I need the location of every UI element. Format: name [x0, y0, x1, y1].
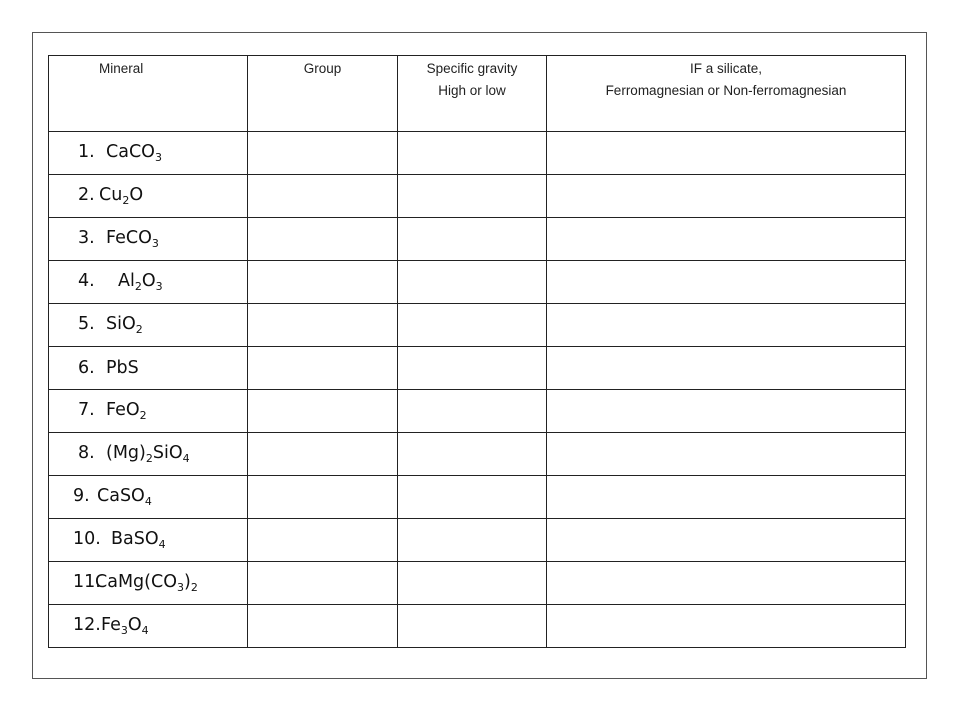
formula-text: FeCO	[106, 228, 152, 248]
specific-gravity-cell	[398, 304, 547, 347]
formula-text: Al	[118, 271, 135, 291]
mineral-number: 8.	[78, 443, 95, 463]
mineral-formula	[99, 185, 143, 207]
specific-gravity-cell	[398, 476, 547, 519]
table-body	[49, 132, 906, 648]
formula-subscript: 3	[151, 237, 159, 250]
mineral-cell	[49, 218, 248, 261]
formula-subscript: 2	[190, 581, 198, 594]
header-specific-gravity	[398, 56, 547, 132]
mineral-formula	[101, 615, 149, 637]
mineral-cell	[49, 433, 248, 476]
group-cell	[248, 605, 398, 648]
mineral-cell	[49, 562, 248, 605]
silicate-cell	[547, 605, 906, 648]
group-cell	[248, 304, 398, 347]
table-row	[49, 605, 906, 648]
formula-subscript: 3	[154, 151, 162, 164]
table-row	[49, 519, 906, 562]
silicate-cell	[547, 175, 906, 218]
header-group	[248, 56, 398, 132]
formula-text: CaSO	[97, 486, 145, 506]
specific-gravity-cell	[398, 562, 547, 605]
mineral-cell	[49, 347, 248, 390]
formula-text: (Mg)	[106, 443, 146, 463]
group-cell	[248, 476, 398, 519]
mineral-cell	[49, 476, 248, 519]
header-specific-gravity-line2: High or low	[438, 83, 506, 98]
specific-gravity-cell	[398, 347, 547, 390]
formula-text: BaSO	[111, 529, 159, 549]
header-row	[49, 56, 906, 132]
silicate-cell	[547, 433, 906, 476]
group-cell	[248, 562, 398, 605]
table-row	[49, 476, 906, 519]
formula-subscript: 2	[135, 323, 143, 336]
formula-subscript: 2	[145, 452, 153, 465]
specific-gravity-cell	[398, 390, 547, 433]
mineral-cell	[49, 132, 248, 175]
mineral-formula	[97, 486, 152, 508]
specific-gravity-cell	[398, 261, 547, 304]
silicate-cell	[547, 304, 906, 347]
mineral-formula	[95, 572, 198, 594]
formula-subscript: 2	[134, 280, 142, 293]
mineral-formula	[106, 358, 139, 378]
specific-gravity-cell	[398, 433, 547, 476]
header-mineral	[49, 56, 248, 132]
table-row	[49, 390, 906, 433]
formula-text: CaMg(CO	[95, 572, 177, 592]
group-cell	[248, 390, 398, 433]
silicate-cell	[547, 261, 906, 304]
formula-text: FeO	[106, 400, 140, 420]
formula-text: O	[141, 271, 156, 291]
group-cell	[248, 175, 398, 218]
mineral-number: 2.	[78, 185, 95, 205]
table-row	[49, 304, 906, 347]
formula-subscript: 2	[122, 194, 130, 207]
silicate-cell	[547, 390, 906, 433]
mineral-formula	[106, 443, 190, 465]
specific-gravity-cell	[398, 175, 547, 218]
group-cell	[248, 433, 398, 476]
mineral-formula	[106, 228, 159, 250]
silicate-cell	[547, 132, 906, 175]
formula-subscript: 3	[120, 624, 128, 637]
table-row	[49, 562, 906, 605]
mineral-number: 3.	[78, 228, 95, 248]
mineral-cell	[49, 261, 248, 304]
formula-subscript: 3	[155, 280, 163, 293]
formula-subscript: 4	[144, 495, 152, 508]
specific-gravity-cell	[398, 519, 547, 562]
formula-text: )	[183, 572, 191, 592]
formula-subscript: 4	[141, 624, 149, 637]
group-cell	[248, 218, 398, 261]
formula-subscript: 4	[182, 452, 190, 465]
table-row	[49, 218, 906, 261]
formula-text: CaCO	[106, 142, 155, 162]
silicate-cell	[547, 218, 906, 261]
mineral-number: 10.	[73, 529, 101, 549]
group-cell	[248, 132, 398, 175]
specific-gravity-cell	[398, 218, 547, 261]
header-silicate-line1: IF a silicate,	[689, 61, 763, 76]
mineral-number: 4.	[78, 271, 95, 291]
formula-text: Cu	[99, 185, 123, 205]
header-specific-gravity-line1: Specific gravity	[426, 61, 518, 76]
mineral-cell	[49, 605, 248, 648]
table-row	[49, 261, 906, 304]
formula-text: SiO	[152, 443, 183, 463]
mineral-formula	[106, 400, 147, 422]
header-group-label: Group	[303, 61, 342, 76]
mineral-cell	[49, 304, 248, 347]
mineral-number: 12.	[73, 615, 101, 635]
table-row	[49, 347, 906, 390]
formula-subscript: 4	[158, 538, 166, 551]
mineral-number: 5.	[78, 314, 95, 334]
mineral-formula	[111, 529, 166, 551]
silicate-cell	[547, 519, 906, 562]
header-silicate-line2: Ferromagnesian or Non-ferromagnesian	[605, 83, 847, 98]
mineral-number: 11.	[73, 572, 101, 592]
group-cell	[248, 519, 398, 562]
mineral-number: 7.	[78, 400, 95, 420]
mineral-formula	[118, 271, 163, 293]
formula-text: PbS	[106, 358, 139, 378]
formula-subscript: 2	[139, 409, 147, 422]
specific-gravity-cell	[398, 605, 547, 648]
table-row	[49, 132, 906, 175]
mineral-number: 9.	[73, 486, 90, 506]
table-row	[49, 175, 906, 218]
silicate-cell	[547, 562, 906, 605]
silicate-cell	[547, 347, 906, 390]
mineral-formula	[106, 314, 143, 336]
mineral-cell	[49, 175, 248, 218]
mineral-number: 1.	[78, 142, 95, 162]
header-silicate	[547, 56, 906, 132]
group-cell	[248, 261, 398, 304]
group-cell	[248, 347, 398, 390]
specific-gravity-cell	[398, 132, 547, 175]
formula-text: O	[127, 615, 142, 635]
mineral-formula	[106, 142, 162, 164]
formula-text: SiO	[106, 314, 136, 334]
mineral-cell	[49, 519, 248, 562]
formula-text: Fe	[101, 615, 121, 635]
formula-text: O	[129, 185, 144, 205]
mineral-cell	[49, 390, 248, 433]
table-row	[49, 433, 906, 476]
mineral-table	[48, 55, 906, 648]
silicate-cell	[547, 476, 906, 519]
mineral-number: 6.	[78, 358, 95, 378]
header-mineral-label: Mineral	[99, 61, 144, 76]
formula-subscript: 3	[176, 581, 184, 594]
